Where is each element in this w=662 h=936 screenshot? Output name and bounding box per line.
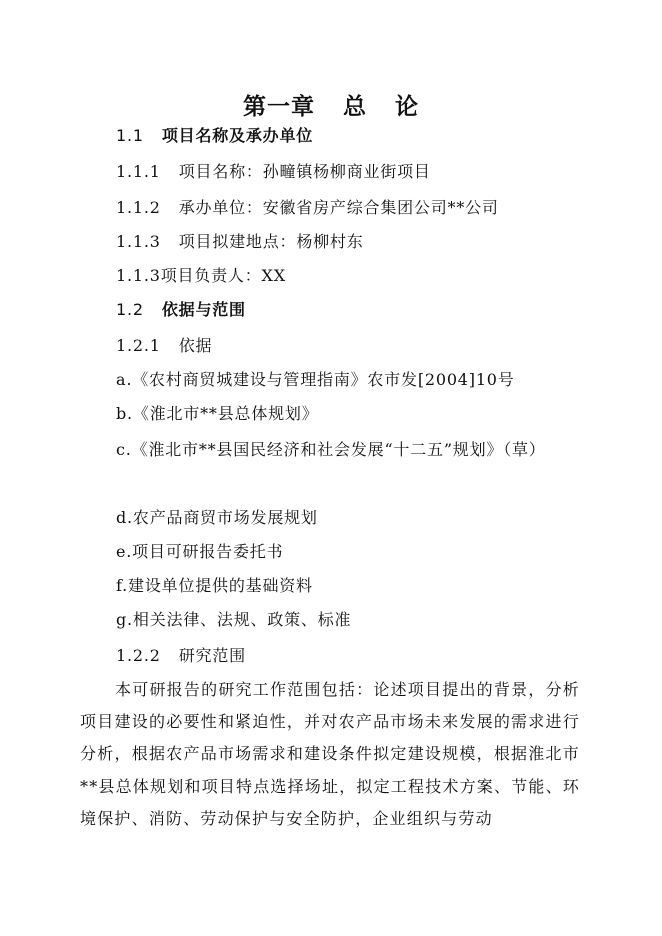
basis-item-g: g.相关法律、法规、政策、标准: [116, 610, 352, 629]
chapter-title-number: 第一章: [243, 94, 315, 120]
section-number: 1.2: [116, 300, 144, 319]
item-number: 1.1.2: [116, 198, 161, 217]
item-project-name: [116, 162, 431, 182]
item-basis: [116, 336, 212, 356]
basis-item-b: b.《淮北市**县总体规划》: [116, 404, 319, 423]
item-number: 1.1.1: [116, 162, 161, 181]
chapter-title-word-2: 论: [395, 94, 419, 120]
item-number: 1.2.2: [116, 646, 161, 665]
section-title: 项目名称及承办单位: [161, 126, 314, 145]
basis-item-e: e.项目可研报告委托书: [116, 542, 284, 561]
item-research-scope: [116, 646, 246, 666]
item-project-location: [116, 232, 364, 252]
item-number: 1.2.1: [116, 336, 161, 355]
basis-item-c: c.《淮北市**县国民经济和社会发展“十二五”规划》（草）: [116, 440, 546, 459]
research-scope-paragraph: 本可研报告的研究工作范围包括：论述项目提出的背景，分析项目建设的必要性和紧迫性，并对农产品市场未来发展的需求进行分析，根据农产品市场需求和建设条件拟定建设规模，根据淮北市**县总体规划和项目特点选择场址，拟定工程技术方案、节能、环境保护、消防、劳动保护与安全防护，企业组织与劳动: [80, 680, 581, 828]
item-text: 项目名称：孙疃镇杨柳商业街项目: [178, 162, 431, 181]
section-title: 依据与范围: [161, 300, 246, 319]
section-heading-1-1: [116, 126, 313, 146]
chapter-title: [0, 88, 662, 121]
item-project-leader: 1.1.3项目负责人：XX: [116, 266, 286, 285]
item-text: 研究范围: [178, 646, 246, 665]
item-undertaking-unit: [116, 198, 499, 218]
chapter-title-word-1: 总: [343, 94, 367, 120]
basis-item-d: d.农产品商贸市场发展规划: [116, 508, 318, 527]
section-heading-1-2: [116, 300, 246, 320]
section-number: 1.1: [116, 126, 144, 145]
item-text: 承办单位：安徽省房产综合集团公司**公司: [178, 198, 499, 217]
item-number: 1.1.3: [116, 232, 161, 251]
basis-item-a: a.《农村商贸城建设与管理指南》农市发[2004]10号: [116, 370, 515, 389]
basis-item-f: f.建设单位提供的基础资料: [116, 576, 313, 595]
item-text: 依据: [178, 336, 213, 355]
item-text: 项目拟建地点：杨柳村东: [178, 232, 364, 251]
